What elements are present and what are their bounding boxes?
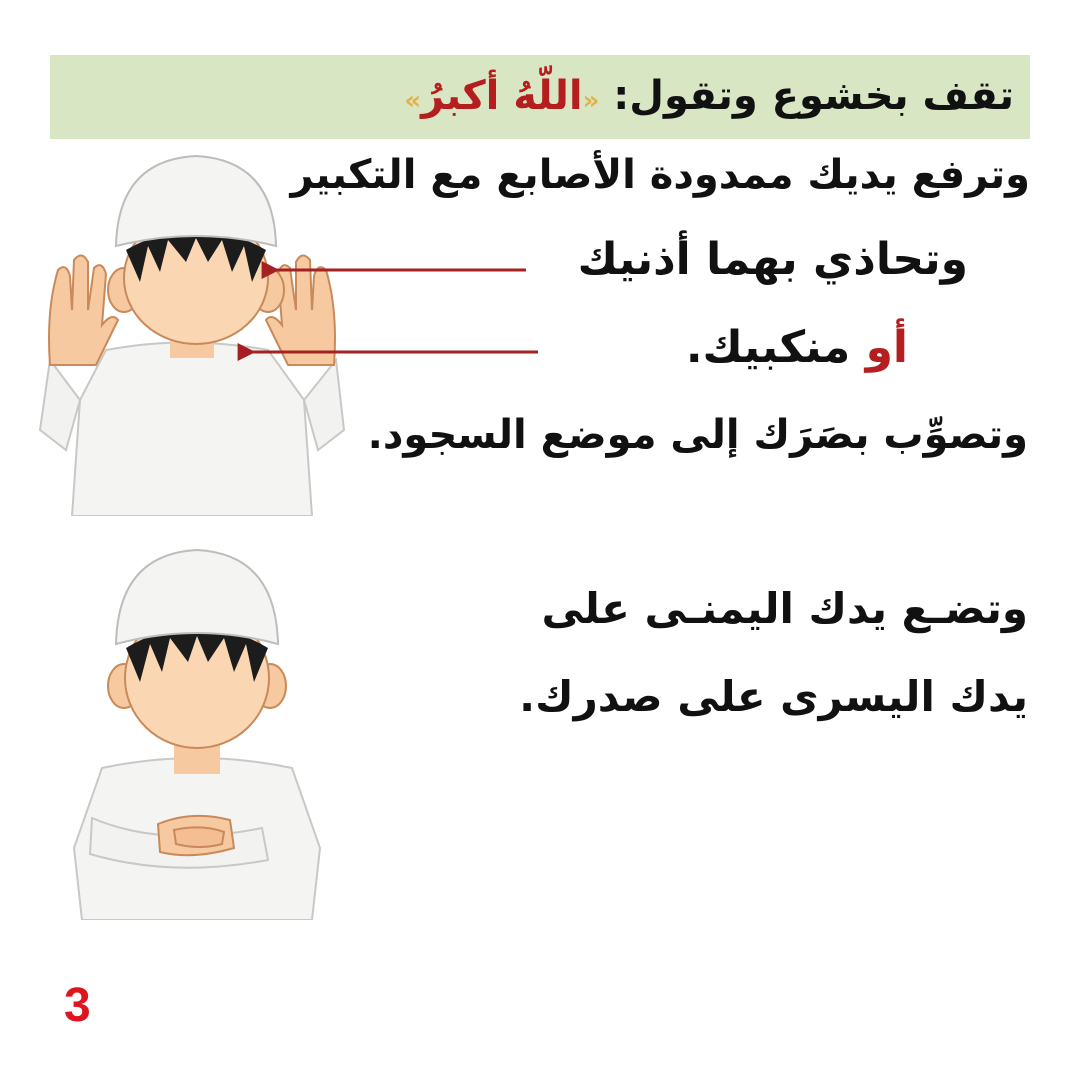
header-text [404, 66, 1014, 131]
shoulders-word: منكبيك. [685, 322, 866, 373]
raise-hands-line: وترفع يديك ممدودة الأصابع مع التكبير [290, 152, 1030, 198]
cap [116, 550, 278, 644]
robe [72, 343, 312, 517]
close-quote-mark: » [404, 86, 422, 116]
boy-hands-on-chest-illustration [62, 548, 332, 920]
shoulders-line [686, 322, 908, 373]
on-chest-line: يدك اليسرى على صدرك. [519, 672, 1028, 721]
crossed-hands [158, 816, 234, 855]
cap [116, 156, 276, 246]
gaze-line: وتصوِّب بصَرَك إلى موضع السجود. [367, 412, 1028, 458]
or-word: أو [865, 322, 908, 373]
boy-raising-hands-illustration [36, 150, 348, 516]
takbir-phrase: اللّهُ أكبرُ [421, 73, 583, 119]
open-quote-mark: « [582, 86, 600, 116]
ears-line: وتحاذي بهما أذنيك [577, 234, 968, 285]
left-hand [49, 255, 118, 365]
page-number: 3 [64, 979, 91, 1032]
place-hand-line: وتضـع يدك اليمنـى على [541, 584, 1028, 633]
header-prefix: تقف بخشوع وتقول: [599, 73, 1014, 119]
